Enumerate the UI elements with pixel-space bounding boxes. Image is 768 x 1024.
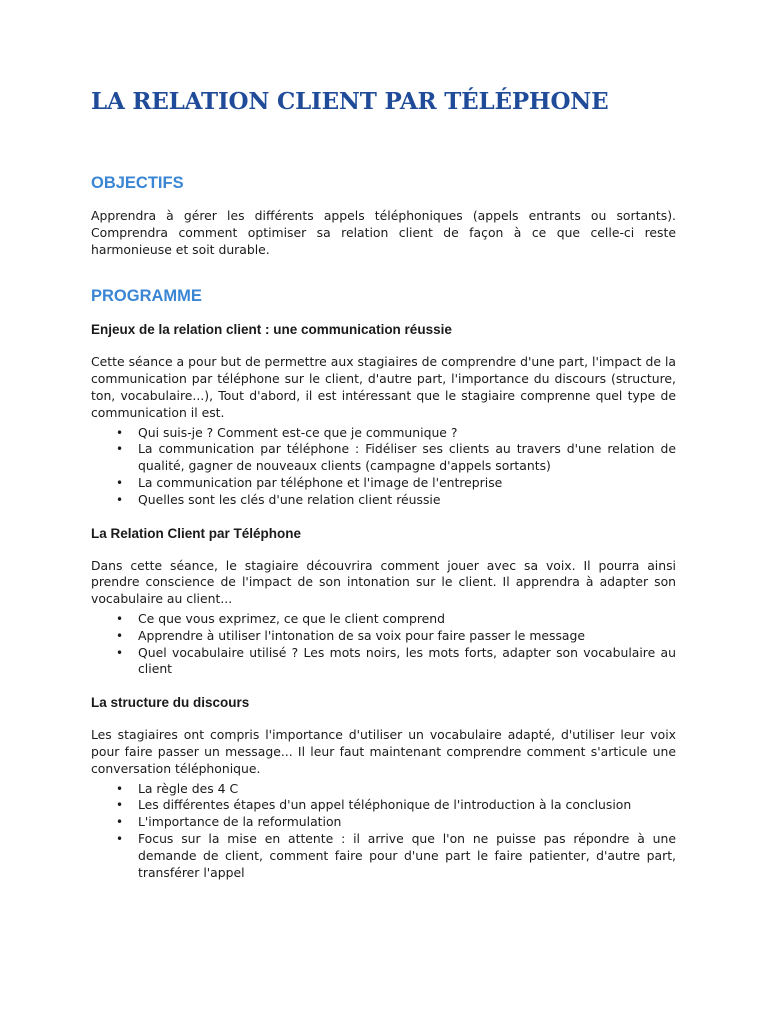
list-item-text: La communication par téléphone : Fidéliser ses clients au travers d'une relation de qualité, gagner de nouveaux clients (campagne d'appels sortants) [138,441,676,474]
list-item [91,611,676,628]
list-item [91,441,676,475]
subsection-title: La structure du discours [91,695,250,711]
bullet-list [91,425,676,509]
list-item-text: Quelles sont les clés d'une relation client réussie [138,491,441,507]
objectifs-paragraph: Apprendra à gérer les différents appels téléphoniques (appels entrants ou sortants). Comprendra comment optimiser sa relation client de façon à ce que celle-ci reste harmonieuse et soit durable. [91,208,676,257]
bullet-icon: • [116,815,124,830]
bullet-icon: • [116,425,124,440]
list-item-text: Focus sur la mise en attente : il arrive que l'on ne puisse pas répondre à une demande de client, comment faire pour d'une part le faire patienter, d'autre part, transférer l'appel [138,830,676,880]
bullet-icon: • [116,781,124,796]
bullet-icon: • [116,645,124,660]
bullet-icon: • [116,611,124,626]
bullet-icon: • [116,798,124,813]
list-item [91,475,676,492]
list-item-text: La règle des 4 C [138,780,239,796]
document-page [91,86,676,881]
list-item [91,645,676,679]
list-item-text: L'importance de la reformulation [138,814,342,830]
list-item-text: Ce que vous exprimez, ce que le client comprend [138,610,445,626]
list-item [91,628,676,645]
list-item-text: Apprendre à utiliser l'intonation de sa voix pour faire passer le message [138,627,586,643]
section-heading-objectifs: OBJECTIFS [91,174,184,192]
document-title: LA RELATION CLIENT PAR TÉLÉPHONE [91,88,609,115]
section-heading-programme: PROGRAMME [91,287,202,306]
bullet-list [91,611,676,678]
list-item [91,814,676,831]
subsection-title: Enjeux de la relation client : une communication réussie [91,322,452,338]
bullet-list [91,781,676,882]
subsection-paragraph: Dans cette séance, le stagiaire découvrira comment jouer avec sa voix. Il pourra ainsi prendre conscience de l'impact de son intonation sur le client. Il apprendra à adapter son vocabulaire au client... [91,557,676,607]
list-item [91,831,676,881]
bullet-icon: • [116,475,124,490]
bullet-icon: • [116,628,124,643]
list-item [91,425,676,442]
list-item [91,781,676,798]
list-item-text: La communication par téléphone et l'image de l'entreprise [138,474,503,490]
bullet-icon: • [116,831,124,846]
list-item-text: Les différentes étapes d'un appel téléphonique de l'introduction à la conclusion [138,797,632,813]
list-item-text: Quel vocabulaire utilisé ? Les mots noirs, les mots forts, adapter son vocabulaire au client [138,644,676,677]
subsection-paragraph: Cette séance a pour but de permettre aux stagiaires de comprendre d'une part, l'impact de la communication par téléphone sur le client, d'autre part, l'importance du discours (structure, ton, vocabulaire...), Tout d'abord, il est intéressant que le stagiaire comprenne quel type de communication il est. [91,354,676,420]
list-item [91,492,676,509]
list-item [91,797,676,814]
bullet-icon: • [116,492,124,507]
list-item-text: Qui suis-je ? Comment est-ce que je communique ? [138,424,458,440]
bullet-icon: • [116,442,124,457]
subsection-paragraph: Les stagiaires ont compris l'importance d'utiliser un vocabulaire adapté, d'utiliser leur voix pour faire passer un message... Il leur faut maintenant comprendre comment s'articule une conversation téléphonique. [91,727,676,776]
subsection-title: La Relation Client par Téléphone [91,525,302,541]
